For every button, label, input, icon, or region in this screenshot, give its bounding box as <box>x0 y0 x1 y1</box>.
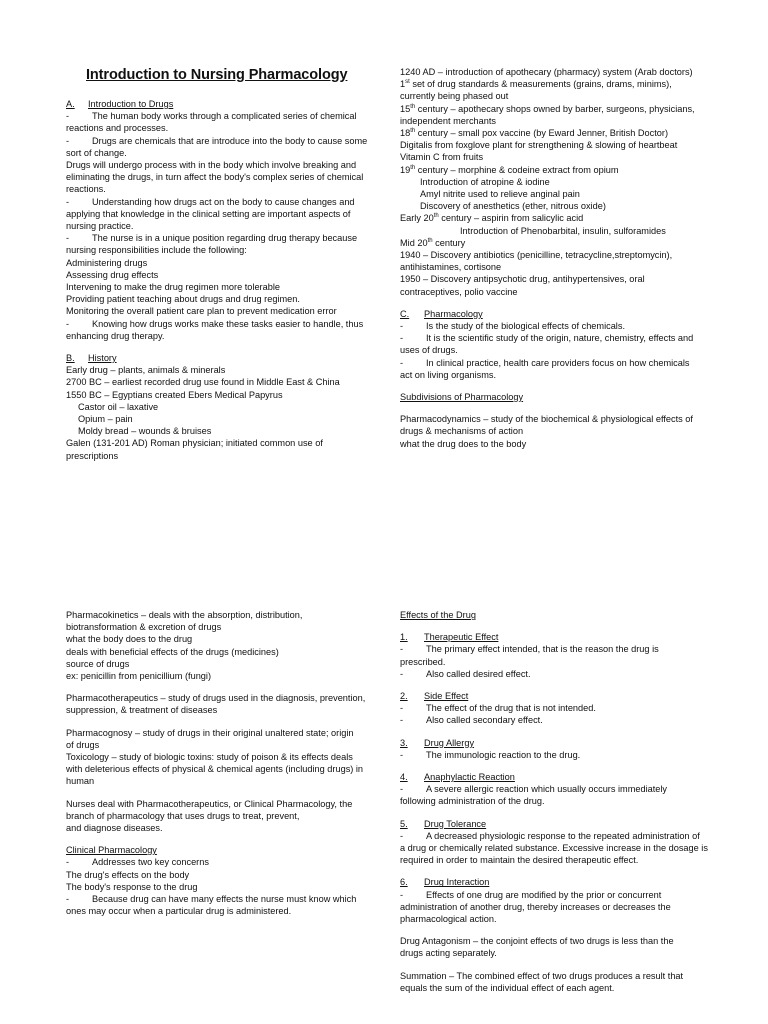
effect-heading: 3. Drug Allergy <box>400 737 475 748</box>
text-line: Pharmacotherapeutics – study of drugs used in the diagnosis, prevention, <box>66 693 366 704</box>
text-line: Introduction of Phenobarbital, insulin, sulforamides <box>460 225 666 236</box>
text-line: 1st set of drug standards & measurements (grains, drams, minims), <box>400 79 672 90</box>
list-item: - It is the scientific study of the origin, nature, chemistry, effects and <box>400 333 694 344</box>
effect-heading: 2. Side Effect <box>400 691 469 702</box>
list-item: - Is the study of the biological effects of chemicals. <box>400 321 625 332</box>
text-line: nursing practice. <box>66 221 134 232</box>
upper-left-column <box>66 98 376 462</box>
text-line: Discovery of anesthetics (ether, nitrous oxide) <box>420 201 606 212</box>
list-item: - Drugs are chemicals that are introduce into the body to cause some <box>66 135 368 146</box>
text-line: Amyl nitrite used to relieve anginal pain <box>420 189 580 200</box>
text-line: following administration of the drug. <box>400 796 545 807</box>
text-line: eliminating the drugs, in turn affect the body's complex series of chemical <box>66 172 364 183</box>
text-line: sort of change. <box>66 147 127 158</box>
list-item: - The immunologic reaction to the drug. <box>400 749 581 760</box>
text-line: pharmacological action. <box>400 914 497 925</box>
upper-right-column <box>400 66 710 450</box>
text-line: prescribed. <box>400 656 446 667</box>
text-line: human <box>66 776 95 787</box>
list-item: - Also called desired effect. <box>400 668 531 679</box>
section-b-heading: B. History <box>66 353 117 364</box>
text-line: 19th century – morphine & codeine extract from opium <box>400 164 619 175</box>
text-line: Early drug – plants, animals & minerals <box>66 365 226 376</box>
effect-heading: 1. Therapeutic Effect <box>400 632 499 643</box>
text-line: act on living organisms. <box>400 369 497 380</box>
text-line: 1950 – Discovery antipsychotic drug, antihypertensives, oral <box>400 274 645 285</box>
effect-heading: 5. Drug Tolerance <box>400 818 487 829</box>
text-line: Assessing drug effects <box>66 269 159 280</box>
text-line: drugs & mechanisms of action <box>400 426 524 437</box>
list-item: - A decreased physiologic response to the repeated administration of <box>400 830 700 841</box>
text-line: currently being phased out <box>400 91 509 102</box>
text-line: prescriptions <box>66 450 119 461</box>
text-line: branch of pharmacology that uses drugs to treat, prevent, <box>66 810 300 821</box>
text-line: of drugs <box>66 739 100 750</box>
text-line: a drug or chemically related substance. Excessive increase in the dosage is <box>400 843 708 854</box>
text-line: Monitoring the overall patient care plan to prevent medication error <box>66 306 337 317</box>
text-line: The body's response to the drug <box>66 881 198 892</box>
text-line: Administering drugs <box>66 257 148 268</box>
text-line: Toxicology – study of biologic toxins: study of poison & its effects deals <box>66 752 353 763</box>
text-line: nursing responsibilities include the following: <box>66 245 247 256</box>
effects-heading: Effects of the Drug <box>400 610 476 620</box>
text-line: Vitamin C from fruits <box>400 152 484 163</box>
text-line: Mid 20th century <box>400 237 466 248</box>
text-line: 1240 AD – introduction of apothecary (pharmacy) system (Arab doctors) <box>400 67 693 77</box>
text-line: 15th century – apothecary shops owned by barber, surgeons, physicians, <box>400 103 695 114</box>
text-line: 1940 – Discovery antibiotics (penicilline, tetracycline,streptomycin), <box>400 250 673 261</box>
text-line: uses of drugs. <box>400 345 458 356</box>
text-line: Opium – pain <box>78 414 133 425</box>
list-item: - The effect of the drug that is not intended. <box>400 703 596 714</box>
list-item: - Knowing how drugs works make these tasks easier to handle, thus <box>66 318 364 329</box>
text-line: what the body does to the drug <box>66 634 193 645</box>
text-line: Pharmacodynamics – study of the biochemical & physiological effects of <box>400 414 693 425</box>
effect-heading: 4. Anaphylactic Reaction <box>400 772 515 783</box>
text-line: Early 20th century – aspirin from salicylic acid <box>400 213 584 224</box>
text-line: 2700 BC – earliest recorded drug use found in Middle East & China <box>66 377 340 388</box>
list-item: - Understanding how drugs act on the body to cause changes and <box>66 196 355 207</box>
text-line: equals the sum of the individual effect of each agent. <box>400 982 615 993</box>
text-line: drugs acting separately. <box>400 948 497 959</box>
text-line: Summation – The combined effect of two drugs produces a result that <box>400 970 684 981</box>
list-item: - The primary effect intended, that is the reason the drug is <box>400 644 659 655</box>
text-line: Digitalis from foxglove plant for strengthening & slowing of heartbeat <box>400 140 678 151</box>
list-item: - The nurse is in a unique position regarding drug therapy because <box>66 233 358 244</box>
subdivisions-heading: Subdivisions of Pharmacology <box>400 392 524 403</box>
text-line: Drug Antagonism – the conjoint effects of two drugs is less than the <box>400 936 674 947</box>
text-line: ones may occur when a particular drug is administered. <box>66 906 292 917</box>
text-line: biotransformation & excretion of drugs <box>66 622 222 633</box>
text-line: source of drugs <box>66 658 130 669</box>
text-line: antihistamines, cortisone <box>400 262 502 273</box>
text-line: contraceptives, polio vaccine <box>400 286 518 297</box>
text-line: Moldy bread – wounds & bruises <box>78 426 212 437</box>
text-line: required in order to maintain the desired therapeutic effect. <box>400 855 639 866</box>
text-line: applying that knowledge in the clinical setting are important aspects of <box>66 208 351 219</box>
clinical-pharmacology-heading: Clinical Pharmacology <box>66 845 157 856</box>
text-line: with deleterious effects of physical & chemical agents (including drugs) in <box>66 764 364 775</box>
lower-right-column <box>400 609 710 994</box>
lower-left-column <box>66 609 376 917</box>
text-line: 1550 BC – Egyptians created Ebers Medical Papyrus <box>66 389 283 400</box>
effect-heading: 6. Drug Interaction <box>400 877 490 888</box>
list-item: - In clinical practice, health care providers focus on how chemicals <box>400 357 690 368</box>
section-a-heading: A. Introduction to Drugs <box>66 99 174 109</box>
text-line: Intervening to make the drug regimen more tolerable <box>66 282 280 293</box>
list-item: - Also called secondary effect. <box>400 715 543 726</box>
page-title: Introduction to Nursing Pharmacology <box>86 67 348 83</box>
section-c-heading: C. Pharmacology <box>400 308 483 319</box>
text-line: and diagnose diseases. <box>66 823 163 834</box>
list-item: - Because drug can have many effects the nurse must know which <box>66 894 357 905</box>
text-line: administration of another drug, thereby increases or decreases the <box>400 901 671 912</box>
text-line: Introduction of atropine & iodine <box>420 176 550 187</box>
list-item: - Addresses two key concerns <box>66 857 209 868</box>
text-line: deals with beneficial effects of the drugs (medicines) <box>66 646 279 657</box>
list-item: - A severe allergic reaction which usually occurs immediately <box>400 784 668 795</box>
text-line: 18th century – small pox vaccine (by Eward Jenner, British Doctor) <box>400 127 669 139</box>
text-line: Pharmacokinetics – deals with the absorption, distribution, <box>66 610 303 620</box>
text-line: Drugs will undergo process with in the body which involve breaking and <box>66 160 357 171</box>
text-line: reactions. <box>66 184 106 195</box>
text-line: reactions and processes. <box>66 123 169 134</box>
text-line: Galen (131-201 AD) Roman physician; initiated common use of <box>66 438 323 449</box>
text-line: The drug's effects on the body <box>66 869 190 880</box>
text-line: independent merchants <box>400 115 497 126</box>
text-line: what the drug does to the body <box>400 438 527 449</box>
text-line: Nurses deal with Pharmacotherapeutics, or Clinical Pharmacology, the <box>66 798 353 809</box>
list-item: - The human body works through a complicated series of chemical <box>66 111 357 122</box>
list-item: - Effects of one drug are modified by the prior or concurrent <box>400 889 662 900</box>
text-line: ex: penicillin from penicillium (fungi) <box>66 671 212 682</box>
text-line: Castor oil – laxative <box>78 401 159 412</box>
text-line: enhancing drug therapy. <box>66 330 165 341</box>
text-line: Providing patient teaching about drugs and drug regimen. <box>66 294 300 305</box>
text-line: suppression, & treatment of diseases <box>66 705 218 716</box>
text-line: Pharmacognosy – study of drugs in their original unaltered state; origin <box>66 727 354 738</box>
